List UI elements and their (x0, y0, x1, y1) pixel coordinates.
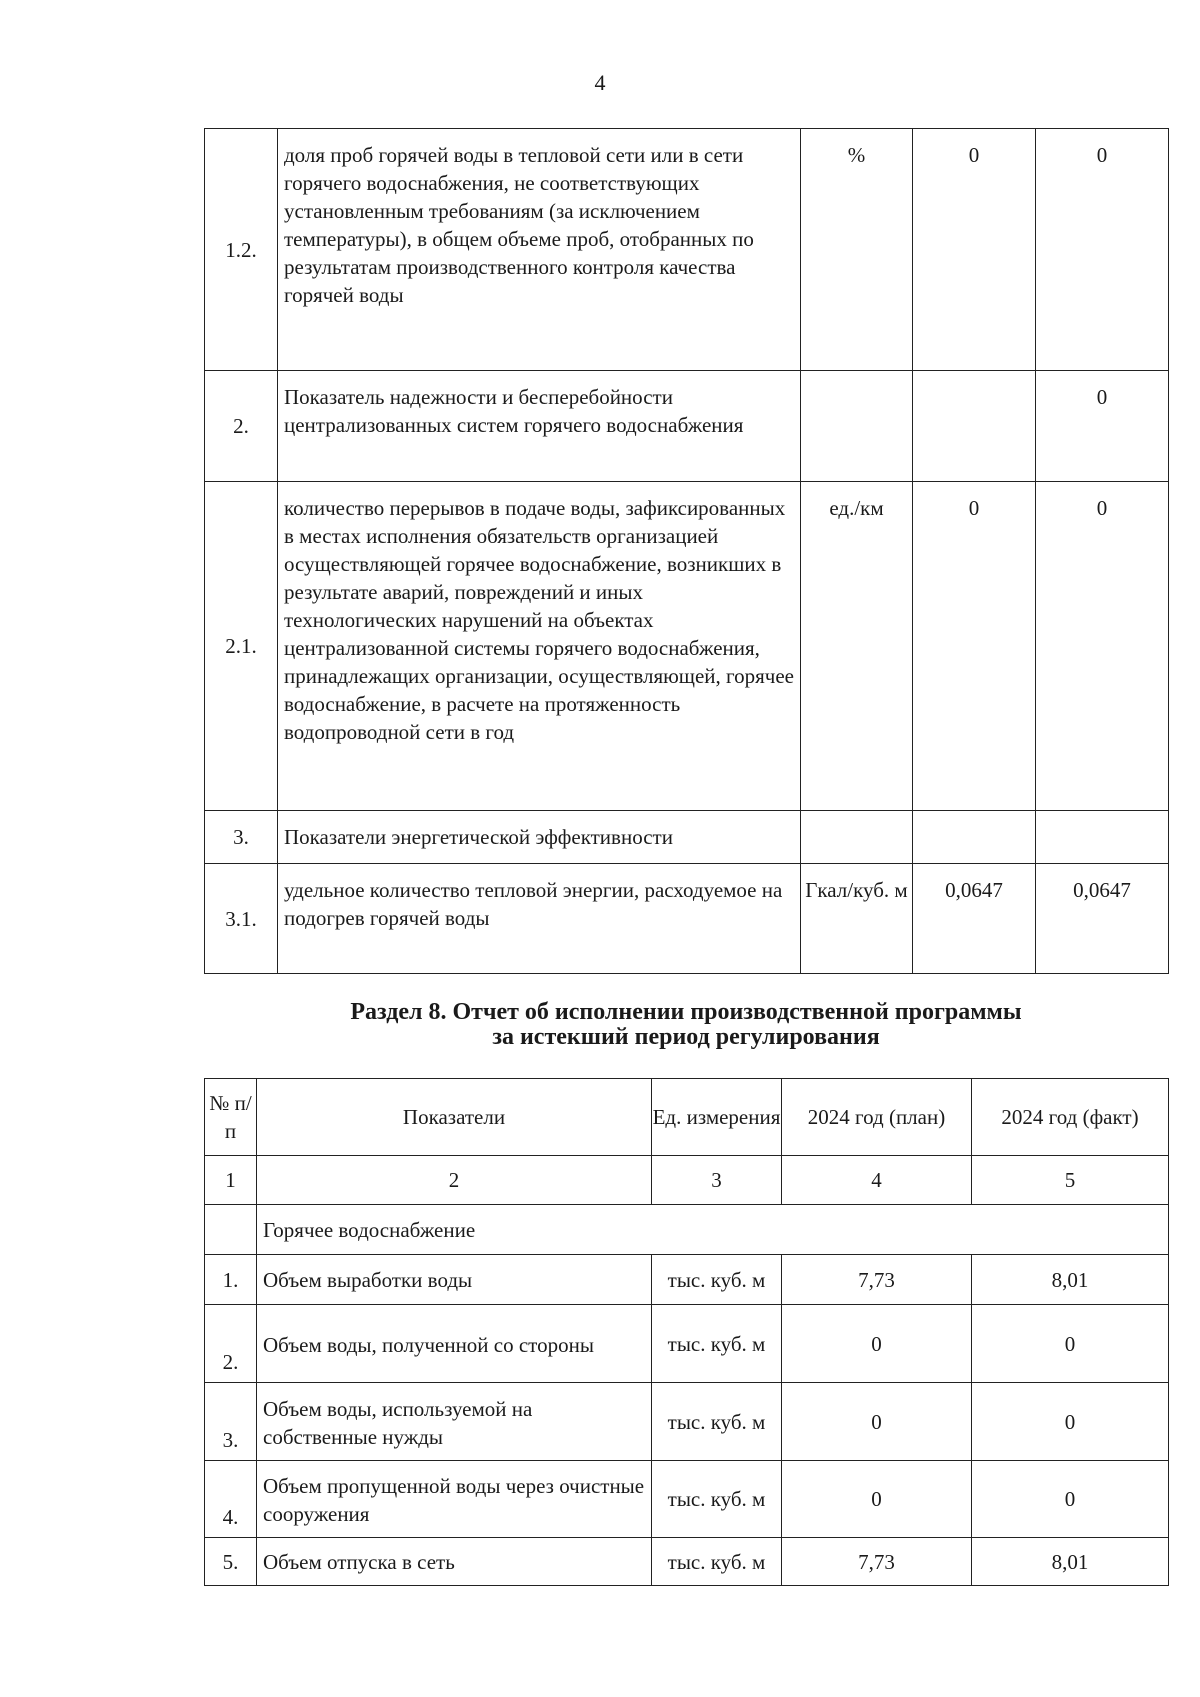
group-label: Горячее водоснабжение (257, 1205, 1169, 1255)
plan-cell: 7,73 (782, 1255, 972, 1305)
col-number: 5 (972, 1156, 1169, 1205)
unit-cell (801, 371, 913, 482)
indicator-description: Показатели энергетической эффективности (278, 811, 801, 864)
fact-cell: 0,0647 (1036, 864, 1169, 974)
col-number: 4 (782, 1156, 972, 1205)
indicators-table (204, 128, 1169, 974)
row-number: 2.1. (205, 482, 278, 811)
plan-cell: 0 (913, 482, 1036, 811)
header-unit: Ед. измерения (652, 1079, 782, 1156)
fact-cell: 8,01 (972, 1255, 1169, 1305)
indicator-description: удельное количество тепловой энергии, расходуемое на подогрев горячей воды (278, 864, 801, 974)
row-number: 3. (205, 811, 278, 864)
group-empty-cell (205, 1205, 257, 1255)
section-heading-line2: за истекший период регулирования (492, 1024, 880, 1050)
fact-cell: 0 (1036, 129, 1169, 371)
unit-cell: тыс. куб. м (652, 1255, 782, 1305)
fact-cell: 0 (1036, 482, 1169, 811)
table-row (205, 482, 1169, 811)
table-row (205, 864, 1169, 974)
unit-cell (801, 811, 913, 864)
unit-cell: тыс. куб. м (652, 1538, 782, 1586)
indicator-description: Показатель надежности и бесперебойности централизованных систем горячего водоснабжения (278, 371, 801, 482)
unit-cell: ед./км (801, 482, 913, 811)
fact-cell: 0 (972, 1461, 1169, 1538)
fact-cell: 0 (1036, 371, 1169, 482)
section-heading-line1: Раздел 8. Отчет об исполнении производственной программы (350, 999, 1022, 1025)
production-program-table (204, 1078, 1169, 1586)
indicator-name: Объем пропущенной воды через очистные сооружения (257, 1461, 652, 1538)
unit-cell: тыс. куб. м (652, 1383, 782, 1461)
indicator-name: Объем выработки воды (257, 1255, 652, 1305)
unit-cell: тыс. куб. м (652, 1461, 782, 1538)
row-number: 4. (205, 1461, 257, 1538)
indicator-name: Объем отпуска в сеть (257, 1538, 652, 1586)
table-row (205, 371, 1169, 482)
indicator-name: Объем воды, полученной со стороны (257, 1305, 652, 1383)
indicator-description: количество перерывов в подаче воды, зафиксированных в местах исполнения обязательств организацией осуществляющей горячее водоснабжение, возникших в результате аварий, повреждений и иных технологических нарушений на объектах централизованной системы горячего водоснабжения, принадлежащих организации, осуществляющей, горячее водоснабжение, в расчете на протяженность водопроводной сети в год (278, 482, 801, 811)
section-heading (204, 1000, 1168, 1050)
plan-cell: 0 (782, 1305, 972, 1383)
plan-cell: 0,0647 (913, 864, 1036, 974)
indicator-name: Объем воды, используемой на собственные нужды (257, 1383, 652, 1461)
table-row (205, 1255, 1169, 1305)
row-number: 1. (205, 1255, 257, 1305)
column-number-row (205, 1156, 1169, 1205)
row-number: 2. (205, 371, 278, 482)
indicator-description: доля проб горячей воды в тепловой сети или в сети горячего водоснабжения, не соответствующих установленным требованиям (за исключением температуры), в общем объеме проб, отобранных по результатам производственного контроля качества горячей воды (278, 129, 801, 371)
fact-cell: 8,01 (972, 1538, 1169, 1586)
col-number: 1 (205, 1156, 257, 1205)
plan-cell: 0 (782, 1383, 972, 1461)
header-num: № п/п (205, 1079, 257, 1156)
unit-cell: тыс. куб. м (652, 1305, 782, 1383)
table-row (205, 129, 1169, 371)
fact-cell: 0 (972, 1383, 1169, 1461)
fact-cell (1036, 811, 1169, 864)
plan-cell: 0 (782, 1461, 972, 1538)
header-indicator: Показатели (257, 1079, 652, 1156)
col-number: 2 (257, 1156, 652, 1205)
plan-cell (913, 811, 1036, 864)
header-fact: 2024 год (факт) (972, 1079, 1169, 1156)
unit-cell: % (801, 129, 913, 371)
plan-cell: 7,73 (782, 1538, 972, 1586)
row-number: 2. (205, 1305, 257, 1383)
table-row (205, 1305, 1169, 1383)
page-number: 4 (594, 70, 606, 95)
header-plan: 2024 год (план) (782, 1079, 972, 1156)
table-row (205, 1538, 1169, 1586)
table-row (205, 811, 1169, 864)
group-row (205, 1205, 1169, 1255)
table-row (205, 1461, 1169, 1538)
row-number: 3.1. (205, 864, 278, 974)
row-number: 3. (205, 1383, 257, 1461)
table-header-row (205, 1079, 1169, 1156)
plan-cell: 0 (913, 129, 1036, 371)
row-number: 5. (205, 1538, 257, 1586)
plan-cell (913, 371, 1036, 482)
table-row (205, 1383, 1169, 1461)
col-number: 3 (652, 1156, 782, 1205)
unit-cell: Гкал/куб. м (801, 864, 913, 974)
fact-cell: 0 (972, 1305, 1169, 1383)
row-number: 1.2. (205, 129, 278, 371)
